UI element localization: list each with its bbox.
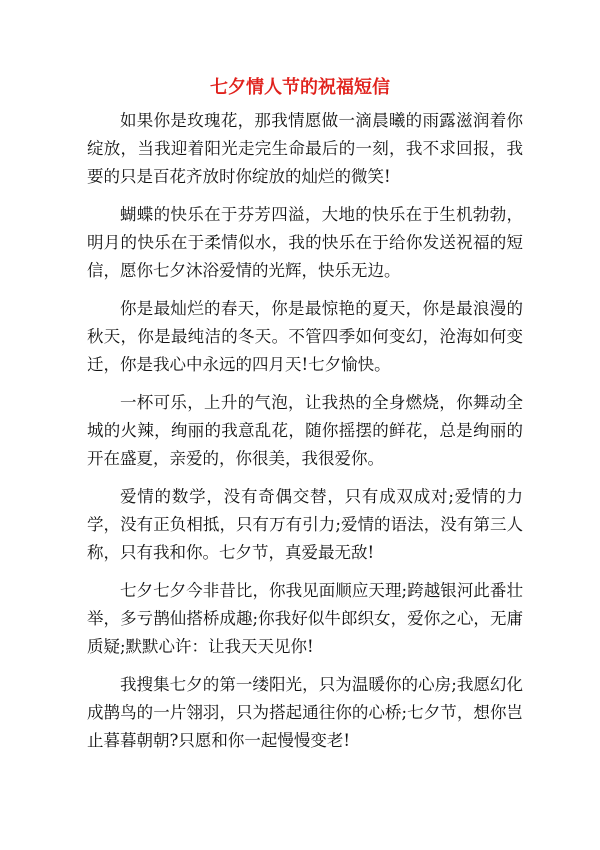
- paragraph: 七夕七夕今非昔比，你我见面顺应天理;跨越银河此番壮举，多亏鹊仙搭桥成趣;你我好似牛郎织女，爱你之心，无庸质疑;默默心许：让我天天见你!: [87, 581, 523, 656]
- document-body: [87, 107, 523, 765]
- paragraph: 爱情的数学，没有奇偶交替，只有成双成对;爱情的力学，没有正负相抵，只有万有引力;爱情的语法，没有第三人称，只有我和你。七夕节，真爱最无敌!: [87, 487, 523, 562]
- paragraph: 我搜集七夕的第一缕阳光，只为温暖你的心房;我愿幻化成鹊鸟的一片翎羽，只为搭起通往你的心桥;七夕节，想你岂止暮暮朝朝?只愿和你一起慢慢变老!: [87, 675, 523, 750]
- paragraph: 你是最灿烂的春天，你是最惊艳的夏天，你是最浪漫的秋天，你是最纯洁的冬天。不管四季如何变幻，沧海如何变迁，你是我心中永远的四月天!七夕愉快。: [87, 299, 523, 374]
- paragraph: 如果你是玫瑰花，那我情愿做一滴晨曦的雨露滋润着你绽放，当我迎着阳光走完生命最后的一刻，我不求回报，我要的只是百花齐放时你绽放的灿烂的微笑!: [87, 111, 523, 186]
- paragraph: 一杯可乐，上升的气泡，让我热的全身燃烧，你舞动全城的火辣，绚丽的我意乱花，随你摇摆的鲜花，总是绚丽的开在盛夏，亲爱的，你很美，我很爱你。: [87, 393, 523, 468]
- document-title: 七夕情人节的祝福短信: [210, 77, 390, 98]
- paragraph: 蝴蝶的快乐在于芬芳四溢，大地的快乐在于生机勃勃，明月的快乐在于柔情似水，我的快乐在于给你发送祝福的短信，愿你七夕沐浴爱情的光辉，快乐无边。: [87, 205, 523, 280]
